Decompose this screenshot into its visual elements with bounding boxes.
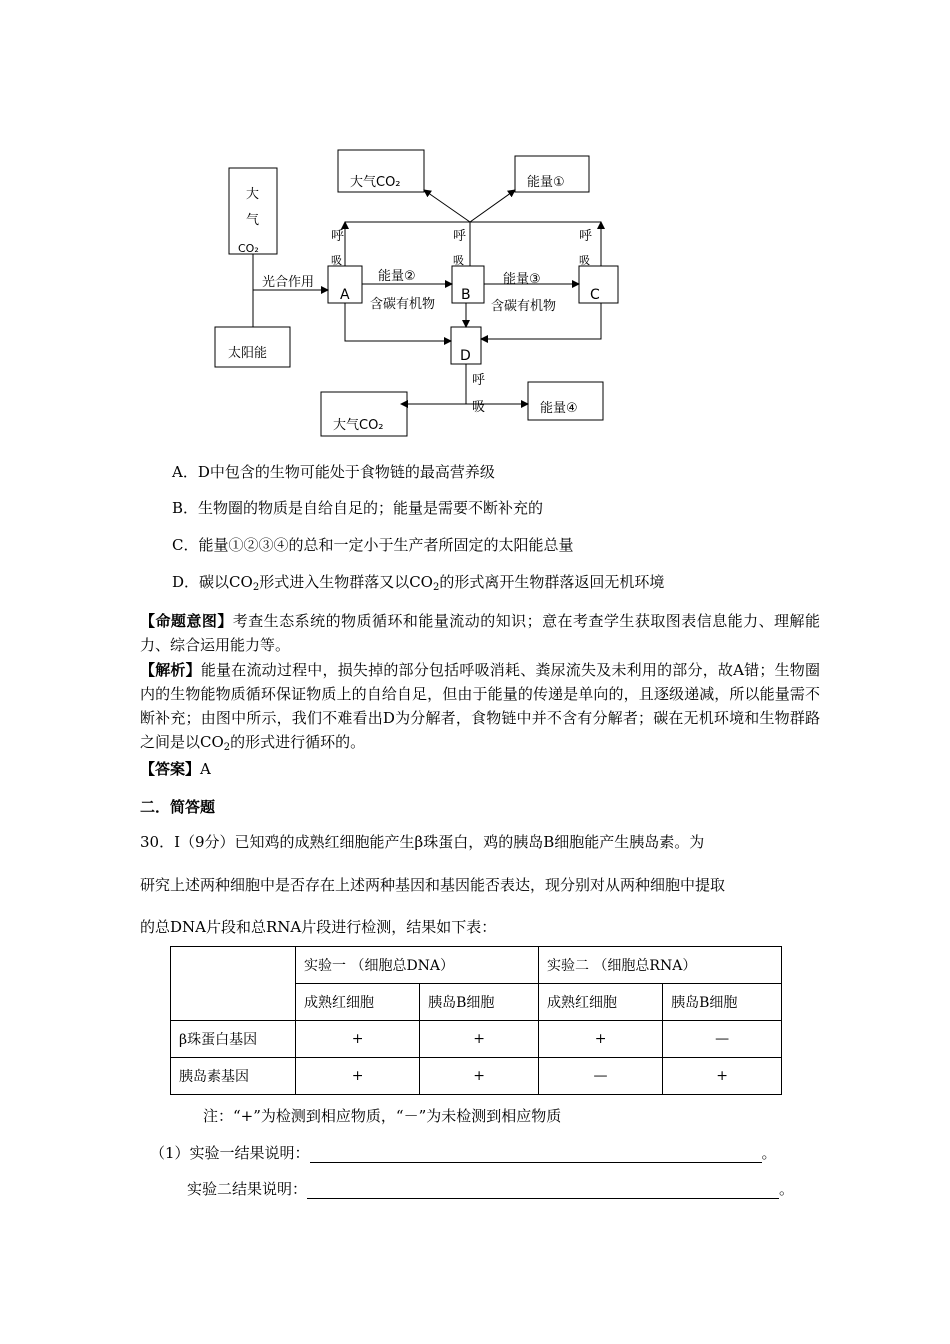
- result-cell: +: [420, 1058, 539, 1095]
- energy2-label: 能量②: [378, 269, 416, 284]
- resp-b-char-1: 呼: [453, 229, 467, 244]
- sun-label: 太阳能: [228, 346, 268, 361]
- node-a-label: A: [340, 287, 350, 303]
- resp-a-char-1: 呼: [331, 229, 345, 244]
- option-d-part2: 形式进入生物群落又以CO: [259, 573, 433, 591]
- subheader-cell: 成熟红细胞: [538, 984, 662, 1021]
- node-d-label: D: [460, 348, 471, 364]
- q1-label-1: （1）实验一结果说明：: [150, 1144, 310, 1162]
- option-c: C．能量①②③④的总和一定小于生产者所固定的太阳能总量: [172, 536, 574, 554]
- q30-line-2: 研究上述两种细胞中是否存在上述两种基因和基因能否表达，现分别对从两种细胞中提取: [140, 876, 726, 894]
- q1-line-1: [150, 1142, 777, 1163]
- result-cell: —: [663, 1021, 782, 1058]
- resp-d-char-2: 吸: [472, 400, 486, 415]
- analysis-label: 【解析】: [140, 661, 201, 679]
- resp-b-char-2: 吸: [453, 254, 464, 267]
- energy4-label: 能量④: [540, 401, 578, 416]
- section-title: 二．简答题: [140, 798, 216, 816]
- exp1-header: 实验一 （细胞总DNA）: [296, 947, 539, 984]
- intent-label: 【命题意图】: [140, 612, 233, 630]
- exp2-header: 实验二 （细胞总RNA）: [538, 947, 781, 984]
- analysis-text-end: 的形式进行循环的。: [230, 733, 366, 751]
- analysis-paragraph: [140, 658, 820, 760]
- atm-left-char-1: 大: [246, 187, 260, 202]
- table-note: 注：“+”为检测到相应物质，“－”为未检测到相应物质: [203, 1107, 562, 1125]
- q30-line-1: 30．Ⅰ（9分）已知鸡的成熟红细胞能产生β珠蛋白，鸡的胰岛B细胞能产生胰岛素。为: [140, 833, 705, 851]
- option-d-sub1: 2: [252, 582, 260, 593]
- photosynthesis-label: 光合作用: [262, 275, 315, 290]
- resp-d-char-1: 呼: [472, 373, 486, 388]
- atm-bottom-label: 大气CO₂: [333, 418, 384, 433]
- option-a: A．D中包含的生物可能处于食物链的最高营养级: [172, 463, 495, 481]
- answer-line: [140, 757, 820, 781]
- results-table: [170, 946, 782, 1095]
- option-d-part1: D．碳以CO: [172, 573, 253, 591]
- analysis-sub: 2: [223, 742, 231, 753]
- option-b: B．生物圈的物质是自给自足的；能量是需要不断补充的: [172, 499, 544, 517]
- ecosystem-diagram: [0, 0, 950, 450]
- result-cell: +: [296, 1021, 420, 1058]
- atm-left-char-2: 气: [246, 213, 260, 228]
- option-d: [172, 572, 664, 598]
- answer-blank-2[interactable]: [307, 1198, 779, 1199]
- atm-top-label: 大气CO₂: [350, 175, 401, 190]
- table-header-row: [171, 947, 782, 984]
- resp-c-char-2: 吸: [579, 254, 590, 267]
- energy1-label: 能量①: [527, 175, 565, 190]
- subheader-cell: 胰岛B细胞: [420, 984, 539, 1021]
- arrow-to-atm-top: [424, 190, 470, 222]
- table-row: [171, 1058, 782, 1095]
- row-label: β珠蛋白基因: [171, 1021, 296, 1058]
- q1-end-2: 。: [779, 1180, 795, 1198]
- node-b-label: B: [461, 287, 471, 303]
- organic-bc-label: 含碳有机物: [491, 299, 557, 314]
- organic-ab-label: 含碳有机物: [370, 297, 436, 312]
- analysis-text: 能量在流动过程中，损失掉的部分包括呼吸消耗、粪尿流失及未利用的部分，故A错；生物圈内的生物能物质循环保证物质上的自给自足，但由于能量的传递是单向的，且逐级递减，所以能量需不断补充；由图中所示，我们不难看出D为分解者，食物链中并不含有分解者；碳在无机环境和生物群路之间是以CO: [140, 661, 820, 751]
- option-d-part3: 的形式离开生物群落返回无机环境: [439, 573, 665, 591]
- result-cell: +: [296, 1058, 420, 1095]
- result-cell: +: [420, 1021, 539, 1058]
- intent-paragraph: [140, 609, 820, 657]
- result-cell: —: [538, 1058, 662, 1095]
- q1-label-2: 实验二结果说明：: [187, 1180, 308, 1198]
- q1-line-2: [187, 1178, 794, 1199]
- arrow-to-energy1: [470, 190, 515, 222]
- node-c-label: C: [590, 287, 600, 303]
- subheader-cell: 成熟红细胞: [296, 984, 420, 1021]
- intent-text: 考查生态系统的物质循环和能量流动的知识；意在考查学生获取图表信息能力、理解能力、综合运用能力等。: [140, 612, 820, 654]
- atm-left-char-3: CO₂: [238, 242, 259, 255]
- answer-blank-1[interactable]: [310, 1162, 762, 1163]
- table-corner-cell: [171, 947, 296, 1021]
- resp-c-char-1: 呼: [579, 229, 593, 244]
- subheader-cell: 胰岛B细胞: [663, 984, 782, 1021]
- q30-line-3: 的总DNA片段和总RNA片段进行检测，结果如下表：: [140, 918, 497, 936]
- energy3-label: 能量③: [503, 272, 541, 287]
- row-label: 胰岛素基因: [171, 1058, 296, 1095]
- result-cell: +: [663, 1058, 782, 1095]
- table-row: [171, 1021, 782, 1058]
- resp-a-char-2: 吸: [331, 254, 342, 267]
- answer-value: A: [200, 760, 211, 778]
- result-cell: +: [538, 1021, 662, 1058]
- q1-end-1: 。: [761, 1144, 777, 1162]
- option-d-sub2: 2: [432, 582, 440, 593]
- answer-label: 【答案】: [140, 760, 201, 778]
